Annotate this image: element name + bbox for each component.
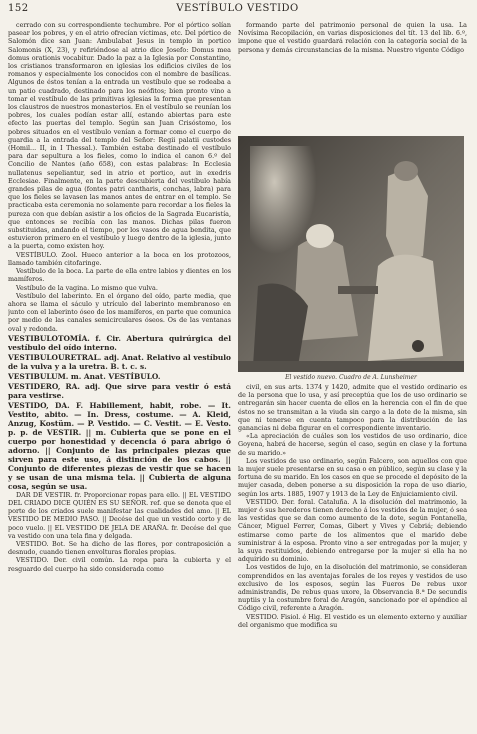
right-paragraph: civil, en sus arts. 1374 y 1420, admite que el vestido ordinario es de la persona que lo usa, y así preceptúa que los de uso ordinario se entregarán sin hacer cuenta de ellos en la herencia con el fin de que éstos no se transmitan a la viuda sin cargo a la dote de la misma, sin que ni tenerse en cuenta tampoco para la distribución de las ganancias ni deba figurar en el correspondiente inventario. bbox=[238, 383, 467, 433]
figure-painting bbox=[238, 136, 464, 372]
left-paragraph: Vestíbulo de la vagina. Lo mismo que vulva. bbox=[16, 283, 158, 292]
right-paragraph: Los vestidos de lujo, en la disolución del matrimonio, se consideran comprendidos en las aventajas forales de los reyes y vestidos de uso exclusivo de los esposos, según las Fueros De rebus uxor administrandis, De rebus quas uxore, la Observancia 8.ª De secundis nuptiis y la costumbre foral de Aragón, sancionado por el apéndice al Código civil, referente a Aragón. bbox=[238, 563, 467, 613]
left-paragraph: Vestíbulo del laberinto. En el órgano del oído, parte media, que ahora se llama el sáculo y utrículo del laberinto membranoso en junto con el laberinto óseo de los mamíferos, en parte que comunica por medio de las canales semicirculares óseos. Os de las ventanas oval y redonda. bbox=[8, 291, 231, 333]
dictionary-entry: VESTIBULUM. m. Anat. VESTÍBULO. bbox=[8, 371, 161, 381]
right-paragraph: formando parte del patrimonio personal de quien la usa. La Novísima Recopilación, en varias disposiciones del tít. 13 del lib. 6.º, impone que el vestido guardará relación con la categoría social de la persona y demás circunstancias de la misma. Nuestro vigente Código bbox=[238, 21, 467, 54]
left-paragraph: cerrado con su correspondiente techumbre. Por el pórtico solían pasear los pobres, y en el atrio ofrecían víctimas, etc. Del pórtico de Salomón dice san Juan: Ambulabat Jesus in templo in portico Salomonis (X, 23), y refiriéndose al atrio dice Josefo: Domus mea domus orationis vocabitur. Dado la paz a la Iglesia por Constantino, los cristianos transformaron en iglesias los edificios civiles de los romanos y especialmente los conocidos con el nombre de basílicas. Algunos de éstos tenían a la entrada un vestíbulo que se rodeaba a un patio cuadrado, destinado para los neófitos; bien pronto vino a tomar el vestíbulo de las primitivas iglesias la forma que presentan los claustros de nuestros monasterios. En el vestíbulo se reunían los pobres, los cuales podían estar allí, estando abiertas para este efecto las puertas del templo. Según san Juan Crisóstomo, los pobres situados en el vestíbulo venían a formar como el cuerpo de guardia a la entrada del templo del Señor: Regii palatii custodes (Homil... II, in I Thessal.). También estaba destinado el vestíbulo para dar sepultura a los fieles, como lo indica el canon 6.º del Concilio de Nantes (año 658), con estas palabras: In Ecclesia nullatenus sepeliantur, sed in atrio et portico, aut in exedris Ecclesiae. Finalmente, en la parte descubierta del vestíbulo había grandes pilas de agua (fontes patri cantharis, conchas, labra) para que los fieles se lavasen las manos antes de entrar en el templo. Se practicaba esta ceremonia no solamente para recordar a los fieles la pureza con que debían asistir a los oficios de la Sagrada Eucaristía, que entonces se recibía con las manos. Dichas pilas fueron substituidas, andando el tiempo, por los vasos de agua bendita, que estuvieron primero en el vestíbulo y luego dentro de la iglesia, junto a la puerta, como existen hoy. bbox=[8, 21, 231, 251]
page-number: 152 bbox=[8, 3, 29, 14]
right-paragraph: VESTIDO. Der. foral. Cataluña. A la disolución del matrimonio, la mujer ó sus herederos tienen derecho á los vestidos de la mujer, ó sea las vestidas que se dan como aumento de la dote, según Fontanella, Cáncer, Miguel Ferrer, Comas, Gibert y Vives y Cebriá; debiendo estimarse como parte de los alimentos que el marido debe suministrar á la esposa. Pronto vino a ser entregadas por la mujer, y la suya restituidos, debiendo entregarse por la mujer si ella ha no adquirido su dominio. bbox=[238, 497, 467, 564]
dictionary-entry: VESTIBULOTOMÍA. f. Cir. Abertura quirúrgica del vestíbulo del oído interno. bbox=[8, 333, 231, 352]
dictionary-entry: VESTIBULOURETRAL. adj. Anat. Relativo al vestíbulo de la vulva y a la uretra. B. t. c. s. bbox=[8, 352, 231, 371]
right-column-bottom bbox=[238, 383, 467, 727]
page-header bbox=[8, 3, 467, 17]
right-paragraph: «La apreciación de cuáles son los vestidos de uso ordinario, dice Goyena, habrá de hacerse, según el caso, según en clase y la fortuna de su marido.» bbox=[238, 432, 467, 457]
dictionary-entry-vestido: VESTIDO, DA. F. Habillement, habit, robe. — It. Vestito, abito. — In. Dress, costume. — A. Kleid, Anzug, Kostüm. — P. Vestido. — C. Vestit. — E. Vesto. p. p. de VESTIR. || m. Cubierta que se pone en el cuerpo por honestidad y decencia ó para abrigo ó adorno. || Conjunto de las principales piezas que sirven para este uso, á distinción de los cabos. || Conjunto de diferentes piezas de vestir que se hacen y se usan de una misma tela. || Cubierta de alguna cosa, según se usa. bbox=[8, 400, 231, 491]
right-column-top bbox=[238, 21, 467, 133]
page-running-title: VESTÍBULO VESTIDO bbox=[176, 3, 299, 14]
left-paragraph: VESTIDO. Bot. Se ha dicho de las flores, por contraposición a desnudo, cuando tienen envolturas florales propias. bbox=[8, 539, 231, 557]
painting-illustration bbox=[238, 136, 464, 372]
right-paragraph: VESTIDO. Fisiol. é Hig. El vestido es un elemento externo y auxiliar del organismo que modifica su bbox=[238, 612, 467, 629]
left-paragraph: VESTIDO. Der. civil común. La ropa para la cubierta y el resguardo del cuerpo ha sido considerada como bbox=[8, 556, 231, 573]
figure-caption: El vestido nuevo. Cuadro de A. Lunsheimer bbox=[285, 374, 417, 381]
left-paragraph: VESTÍBULO. Zool. Hueco anterior a la boca en los protozoos, llamado también citofaringe. bbox=[8, 250, 231, 267]
left-column bbox=[8, 21, 231, 727]
left-paragraph: Vestíbulo de la boca. La parte de ella entre labios y dientes en los mamíferos. bbox=[8, 267, 231, 284]
right-paragraph: Los vestidos de uso ordinario, según Falcero, son aquellos con que la mujer suele presentarse en su casa o en público, según su clase y la fortuna de su marido. En los casos en que se procede el depósito de la mujer casada, deben ponerse a su disposición la ropa de uso diario, según los arts. 1885, 1907 y 1913 de la Ley de Enjuiciamiento civil. bbox=[238, 456, 467, 498]
left-paragraph: DAR DE VESTIR. fr. Proporcionar ropas para ello. || EL VESTIDO DEL CRIADO DICE QUIÉN ES SU SEÑOR. ref. que se denota que el porte de los criados suele manifestar las cualidades del amo. || EL VESTIDO DE MEDIO PASO. || Decése del que un vestido corto y de poco vuelo. || EL VESTIDO DE JELA DE ARAÑA. fr. Decése del que va vestido con una tela fina y delgada. bbox=[8, 490, 231, 540]
dictionary-entry: VESTIDERO, RA. adj. Que sirve para vestir ó está para vestirse. bbox=[8, 381, 231, 400]
